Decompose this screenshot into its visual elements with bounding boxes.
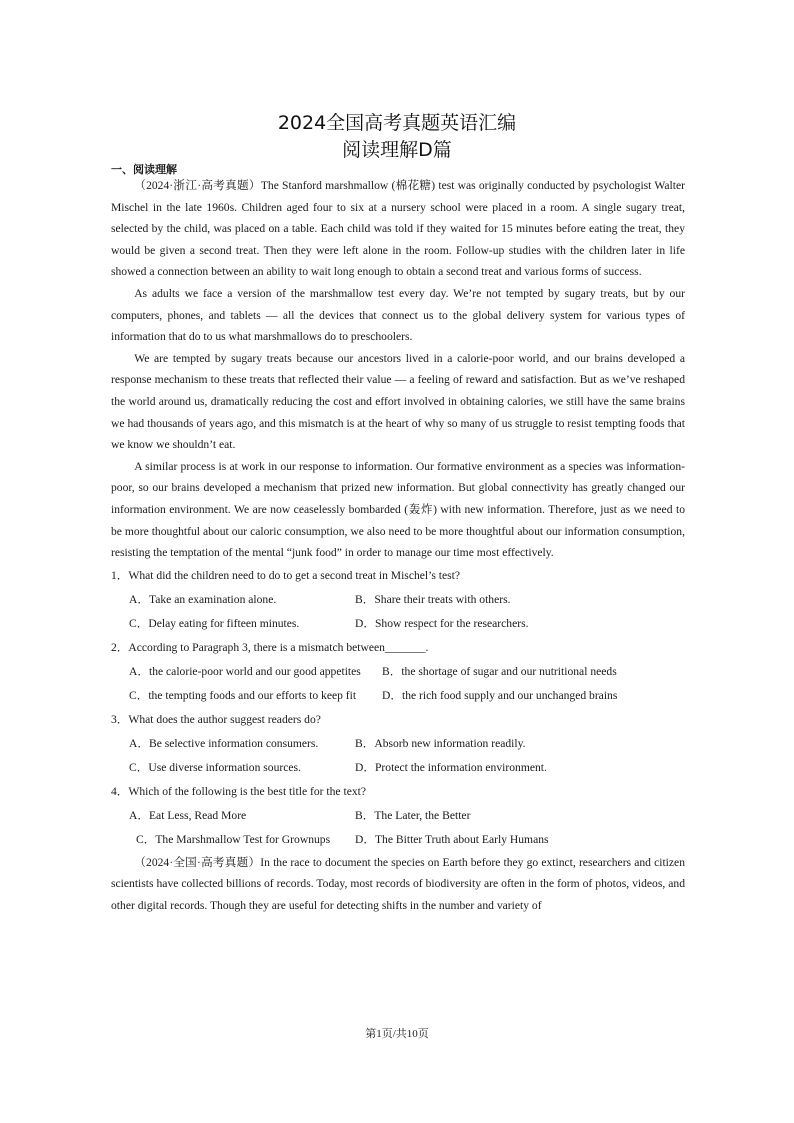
document-subtitle: 阅读理解D篇 — [342, 139, 452, 161]
q2-option-c: C．the tempting foods and our efforts to keep fit — [129, 688, 357, 702]
question-2-options — [111, 660, 685, 708]
q3-option-c: C．Use diverse information sources. — [129, 760, 301, 774]
passage1-paragraph-1: （2024·浙江·高考真题）The Stanford marshmallow (棉花糖) test was originally conducted by psychologist Walter Mischel in the late 1960s. Children aged four to six at a nursery school were placed in a room. A single sugary treat, selected by the child, was placed on a table. Each child was told if they waited for 15 minutes before eating the treat, they would be given a second treat. Then they were left alone in the room. Follow-up studies with the children later in life showed a connection between an ability to wait long enough to obtain a second treat and various forms of success. — [111, 179, 685, 279]
question-2: 2．According to Paragraph 3, there is a mismatch between_______. — [111, 640, 429, 654]
question-1: 1．What did the children need to do to get a second treat in Mischel’s test? — [111, 568, 461, 582]
q4-option-b: B．The Later, the Better — [355, 808, 471, 822]
q4-option-d: D．The Bitter Truth about Early Humans — [355, 832, 549, 846]
q2-option-b: B．the shortage of sugar and our nutritional needs — [382, 664, 617, 678]
q2-option-d: D．the rich food supply and our unchanged brains — [382, 688, 618, 702]
passage1-paragraph-4: A similar process is at work in our response to information. Our formative environment as a species was information-poor, so our brains developed a mechanism that prized new information. But global connectivity has greatly changed our information environment. We are now ceaselessly bombarded (轰炸) with new information. Therefore, just as we need to be more thoughtful about our caloric consumption, we also need to be more thoughtful about our information consumption, resisting the temptation of the mental “junk food” in order to manage our time most effectively. — [111, 459, 685, 560]
passage1-paragraph-3: We are tempted by sugary treats because our ancestors lived in a calorie-poor world, and our brains developed a response mechanism to these treats that reflected their value — a feeling of reward and satisfaction. But as we’ve reshaped the world around us, dramatically reducing the cost and effort involved in obtaining calories, we still have the same brains we had thousands of years ago, and this mismatch is at the heart of why so many of us struggle to resist tempting foods that we know we shouldn’t eat. — [111, 351, 685, 452]
passage2-paragraph-1: （2024·全国·高考真题）In the race to document the species on Earth before they go extinct, researchers and citizen scientists have collected billions of records. Today, most records of biodiversity are often in the form of photos, videos, and other digital records. Though they are useful for detecting shifts in the number and variety of — [111, 855, 685, 912]
question-1-options — [111, 588, 685, 636]
question-4-options-row-2 — [111, 828, 685, 852]
question-3-options — [111, 732, 685, 780]
document-body — [111, 175, 685, 916]
q1-option-d: D．Show respect for the researchers. — [355, 616, 529, 630]
q3-option-d: D．Protect the information environment. — [355, 760, 547, 774]
q3-option-a: A．Be selective information consumers. — [129, 736, 319, 750]
q4-option-c: C．The Marshmallow Test for Grownups — [136, 832, 331, 846]
q4-option-a: A．Eat Less, Read More — [129, 808, 247, 822]
page-number: 第1页/共10页 — [365, 1028, 429, 1040]
q2-option-a: A．the calorie-poor world and our good appetites — [129, 664, 361, 678]
question-4: 4．Which of the following is the best title for the text? — [111, 784, 367, 798]
question-3: 3．What does the author suggest readers do? — [111, 712, 321, 726]
q3-option-b: B．Absorb new information readily. — [355, 736, 526, 750]
q1-option-c: C．Delay eating for fifteen minutes. — [129, 616, 300, 630]
q1-option-b: B．Share their treats with others. — [355, 592, 511, 606]
passage1-paragraph-2: As adults we face a version of the marshmallow test every day. We’re not tempted by sugary treats, but by our computers, phones, and tablets — all the devices that connect us to the global delivery system for various types of information that do to us what marshmallows do to preschoolers. — [111, 286, 685, 344]
document-title: 2024全国高考真题英语汇编 — [277, 112, 517, 134]
question-4-options-row-1 — [111, 804, 685, 828]
section-heading: 一、阅读理解 — [111, 163, 177, 176]
q1-option-a: A．Take an examination alone. — [129, 592, 277, 606]
